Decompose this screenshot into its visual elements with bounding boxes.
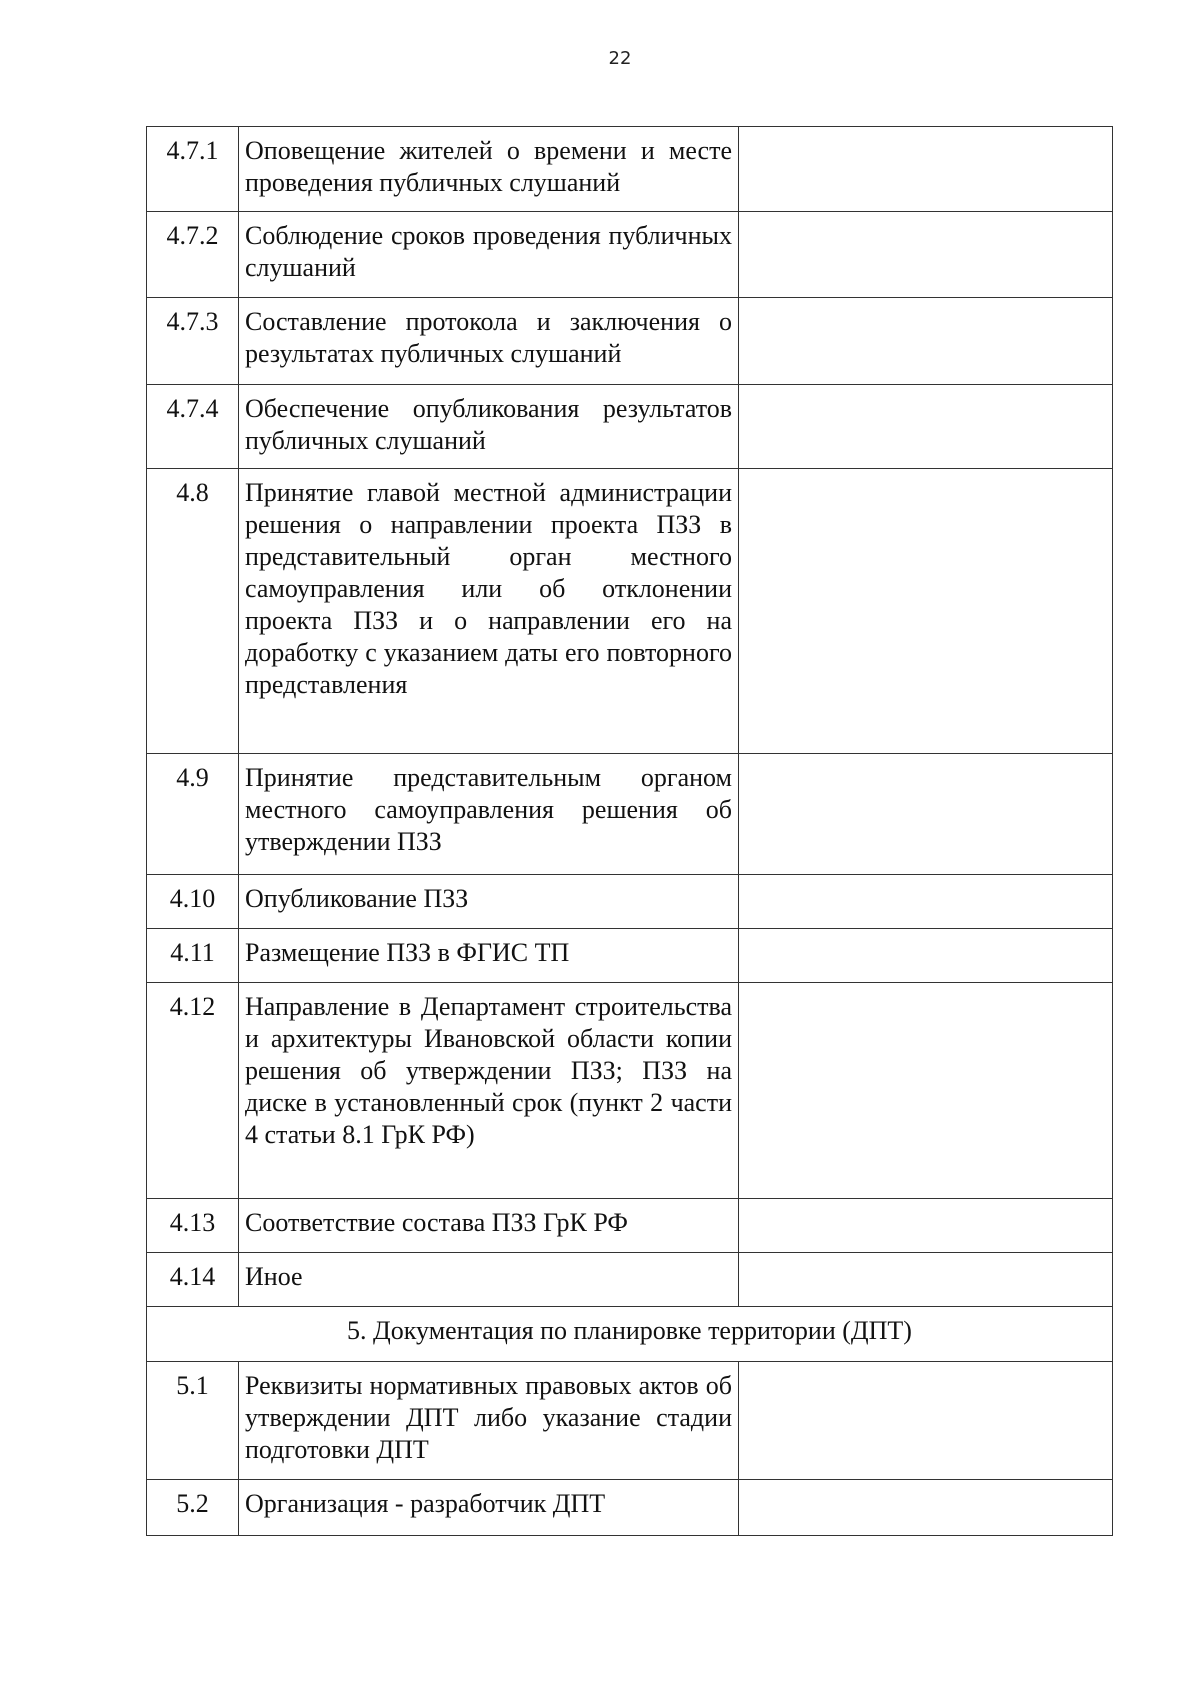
row-description: Направление в Департамент строительства и архитектуры Ивановской области копии решения об утверждении ПЗЗ; ПЗЗ на диске в установленный срок (пункт 2 части 4 статьи 8.1 ГрК РФ) [239, 983, 739, 1199]
row-value-cell [739, 983, 1113, 1199]
row-number: 4.7.4 [147, 385, 239, 469]
row-number: 4.11 [147, 929, 239, 983]
table-body [147, 127, 1113, 1536]
row-description: Обеспечение опубликования результатов публичных слушаний [239, 385, 739, 469]
row-value-cell [739, 1253, 1113, 1307]
table-row [147, 983, 1113, 1199]
row-description: Соответствие состава ПЗЗ ГрК РФ [239, 1199, 739, 1253]
table-row [147, 1199, 1113, 1253]
table-row [147, 929, 1113, 983]
table-row [147, 127, 1113, 212]
table-row [147, 1480, 1113, 1536]
table-row [147, 1362, 1113, 1480]
table-row [147, 754, 1113, 875]
row-number: 5.2 [147, 1480, 239, 1536]
row-value-cell [739, 754, 1113, 875]
row-number: 4.8 [147, 469, 239, 754]
row-description: Реквизиты нормативных правовых актов об утверждении ДПТ либо указание стадии подготовки ДПТ [239, 1362, 739, 1480]
row-value-cell [739, 469, 1113, 754]
row-value-cell [739, 298, 1113, 385]
row-value-cell [739, 1362, 1113, 1480]
row-number: 4.9 [147, 754, 239, 875]
row-number: 4.14 [147, 1253, 239, 1307]
row-value-cell [739, 127, 1113, 212]
row-number: 4.12 [147, 983, 239, 1199]
table-row [147, 469, 1113, 754]
row-number: 4.10 [147, 875, 239, 929]
table-row [147, 298, 1113, 385]
row-value-cell [739, 1199, 1113, 1253]
row-number: 4.7.2 [147, 212, 239, 298]
row-description: Организация - разработчик ДПТ [239, 1480, 739, 1536]
row-description: Опубликование ПЗЗ [239, 875, 739, 929]
row-description: Размещение ПЗЗ в ФГИС ТП [239, 929, 739, 983]
checklist-table [146, 126, 1113, 1536]
row-description: Иное [239, 1253, 739, 1307]
row-description: Оповещение жителей о времени и месте проведения публичных слушаний [239, 127, 739, 212]
table-row [147, 1253, 1113, 1307]
row-number: 4.13 [147, 1199, 239, 1253]
row-value-cell [739, 1480, 1113, 1536]
table-row [147, 875, 1113, 929]
row-number: 4.7.3 [147, 298, 239, 385]
row-value-cell [739, 212, 1113, 298]
row-description: Соблюдение сроков проведения публичных слушаний [239, 212, 739, 298]
row-description: Принятие главой местной администрации решения о направлении проекта ПЗЗ в представительный орган местного самоуправления или об отклонении проекта ПЗЗ и о направлении его на доработку с указанием даты его повторного представления [239, 469, 739, 754]
table-row [147, 385, 1113, 469]
row-description: Составление протокола и заключения о результатах публичных слушаний [239, 298, 739, 385]
section-header-row [147, 1307, 1113, 1362]
row-value-cell [739, 929, 1113, 983]
row-value-cell [739, 385, 1113, 469]
row-description: Принятие представительным органом местного самоуправления решения об утверждении ПЗЗ [239, 754, 739, 875]
row-number: 5.1 [147, 1362, 239, 1480]
table-row [147, 212, 1113, 298]
row-value-cell [739, 875, 1113, 929]
row-number: 4.7.1 [147, 127, 239, 212]
section-title: 5. Документация по планировке территории (ДПТ) [147, 1307, 1113, 1362]
page-number: 22 [608, 48, 632, 69]
